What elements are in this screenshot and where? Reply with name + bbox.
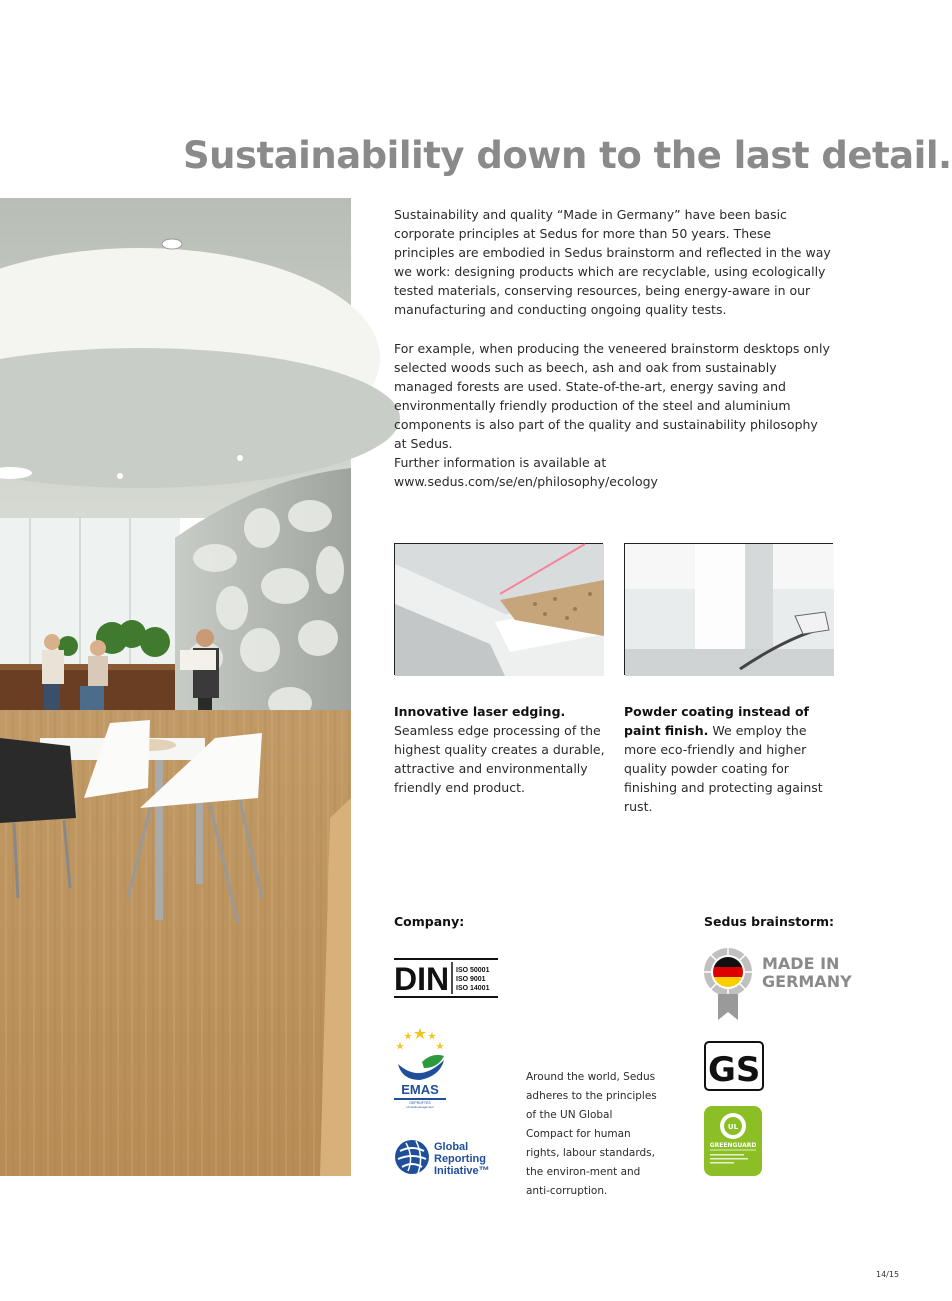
laser-edging-image: [394, 543, 603, 675]
gri-line-3: Initiative™: [434, 1165, 490, 1177]
din-standard-3: ISO 14001: [456, 985, 490, 992]
mig-line-2: GERMANY: [762, 972, 852, 991]
powder-coating-heading: Powder coating instead of paint finish.: [624, 704, 809, 738]
mig-line-1: MADE IN: [762, 954, 840, 973]
din-mark: DIN: [394, 961, 450, 997]
gs-mark: GS: [708, 1050, 761, 1090]
emas-sub: GEPRÜFTES: [409, 1101, 431, 1105]
gs-certification-logo: [704, 1041, 764, 1091]
woods-paragraph: For example, when producing the veneered brainstorm desktops only selected woods such as beech, ash and oak from sustainably managed forests are used. State-of-the-art, energy saving and environmentally friendly production of the steel and aluminium components is also part of the quality and sustainability philosophy at Sedus.: [394, 341, 830, 451]
gri-line-1: Global: [434, 1141, 469, 1153]
made-in-germany-badge: [702, 944, 852, 1022]
intro-paragraph: Sustainability and quality “Made in Germany” have been basic corporate principles at Sedus for more than 50 years. These principles are embodied in Sedus brainstorm and reflected in the way we work: designing products which are recyclable, using ecologically tested materials, conserving resources, being energy-aware in our manufacturing and conducting ongoing quality tests.: [394, 207, 831, 317]
laser-edging-heading: Innovative laser edging.: [394, 704, 566, 719]
laser-edging-caption: [394, 702, 609, 797]
further-info-paragraph: Further information is available at www.sedus.com/se/en/philosophy/ecology: [394, 455, 658, 489]
office-interior-photo: [0, 198, 351, 1176]
greenguard-badge: [704, 1106, 762, 1176]
din-standard-2: ISO 9001: [456, 976, 486, 983]
emas-sub2: Umweltmanagement: [406, 1105, 434, 1109]
gri-logo: [394, 1137, 490, 1177]
powder-coating-image: [624, 543, 833, 675]
din-standard-1: ISO 50001: [456, 967, 490, 974]
din-iso-logo: [394, 958, 499, 998]
brainstorm-label: Sedus brainstorm:: [704, 914, 835, 929]
greenguard-ul-mark: UL: [727, 1123, 739, 1131]
greenguard-mark: GREENGUARD: [709, 1142, 757, 1149]
laser-edging-text: Seamless edge processing of the highest quality creates a durable, attractive and environmentally friendly end product.: [394, 723, 605, 795]
powder-coating-text: We employ the more eco-friendly and higher quality powder coating for finishing and protecting against rust.: [624, 723, 823, 814]
emas-logo: [392, 1026, 448, 1110]
emas-mark: EMAS: [401, 1082, 439, 1097]
powder-coating-caption: [624, 702, 839, 816]
page-title: Sustainability down to the last detail.: [183, 134, 952, 177]
un-global-compact-text: Around the world, Sedus adheres to the principles of the UN Global Compact for human rights, labour standards, the environ-ment and anti-corruption.: [526, 1071, 657, 1197]
page-number: 14/15: [876, 1270, 900, 1279]
company-label: Company:: [394, 914, 465, 929]
gri-line-2: Reporting: [434, 1153, 486, 1165]
